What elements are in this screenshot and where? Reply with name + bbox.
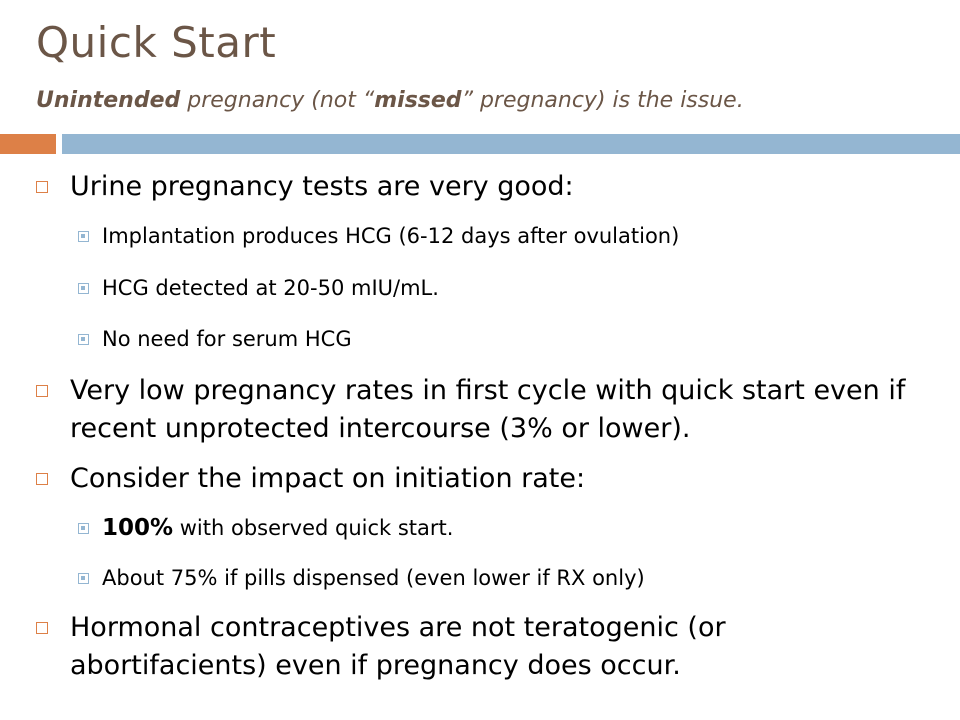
filled-square-bullet-icon [78, 334, 89, 345]
bullet-3-text: Consider the impact on initiation rate: [70, 463, 586, 494]
bullet-1-sub-2 [0, 273, 960, 303]
bullet-2 [0, 372, 960, 448]
bullet-1-sub-3-text: No need for serum HCG [102, 327, 352, 351]
slide-title: Quick Start [36, 18, 277, 67]
bullet-1-sub-3 [0, 324, 960, 354]
bullet-3-sub-1-bold: 100% [102, 515, 174, 541]
filled-square-bullet-icon [78, 283, 89, 294]
bullet-1-text: Urine pregnancy tests are very good: [70, 171, 574, 202]
filled-square-bullet-icon [78, 573, 89, 584]
bullet-3-sub-1-text: with observed quick start. [173, 516, 454, 540]
bullet-3-sub-2-text: About 75% if pills dispensed (even lower if RX only) [102, 566, 645, 590]
subtitle-text-1: pregnancy (not “ [180, 88, 375, 113]
bullet-1-sub-1-text: Implantation produces HCG (6-12 days after ovulation) [102, 224, 680, 248]
subtitle-bold-unintended: Unintended [36, 88, 181, 113]
bullet-1-sub-1 [0, 221, 960, 251]
slide-subtitle [36, 88, 744, 113]
subtitle-text-2: ” pregnancy) is the issue. [461, 88, 744, 113]
bullet-3-sub-2 [0, 563, 960, 593]
bullet-1-sub-2-text: HCG detected at 20-50 mIU/mL. [102, 276, 439, 300]
title-rule-blue [62, 134, 960, 154]
filled-square-bullet-icon [78, 231, 89, 242]
square-bullet-icon [36, 622, 48, 634]
title-rule-orange [0, 134, 56, 154]
square-bullet-icon [36, 385, 48, 397]
bullet-2-text: Very low pregnancy rates in first cycle with quick start even if recent unprotected intercourse (3% or lower). [70, 375, 906, 444]
bullet-3-sub-1 [0, 513, 960, 543]
bullet-1 [0, 168, 960, 206]
filled-square-bullet-icon [78, 523, 89, 534]
square-bullet-icon [36, 181, 48, 193]
slide-content [0, 160, 960, 685]
square-bullet-icon [36, 473, 48, 485]
bullet-4-text: Hormonal contraceptives are not teratogenic (or abortifacients) even if pregnancy does occur. [70, 612, 726, 681]
subtitle-bold-missed: missed [374, 88, 462, 113]
bullet-4 [0, 609, 960, 685]
bullet-3 [0, 460, 960, 498]
